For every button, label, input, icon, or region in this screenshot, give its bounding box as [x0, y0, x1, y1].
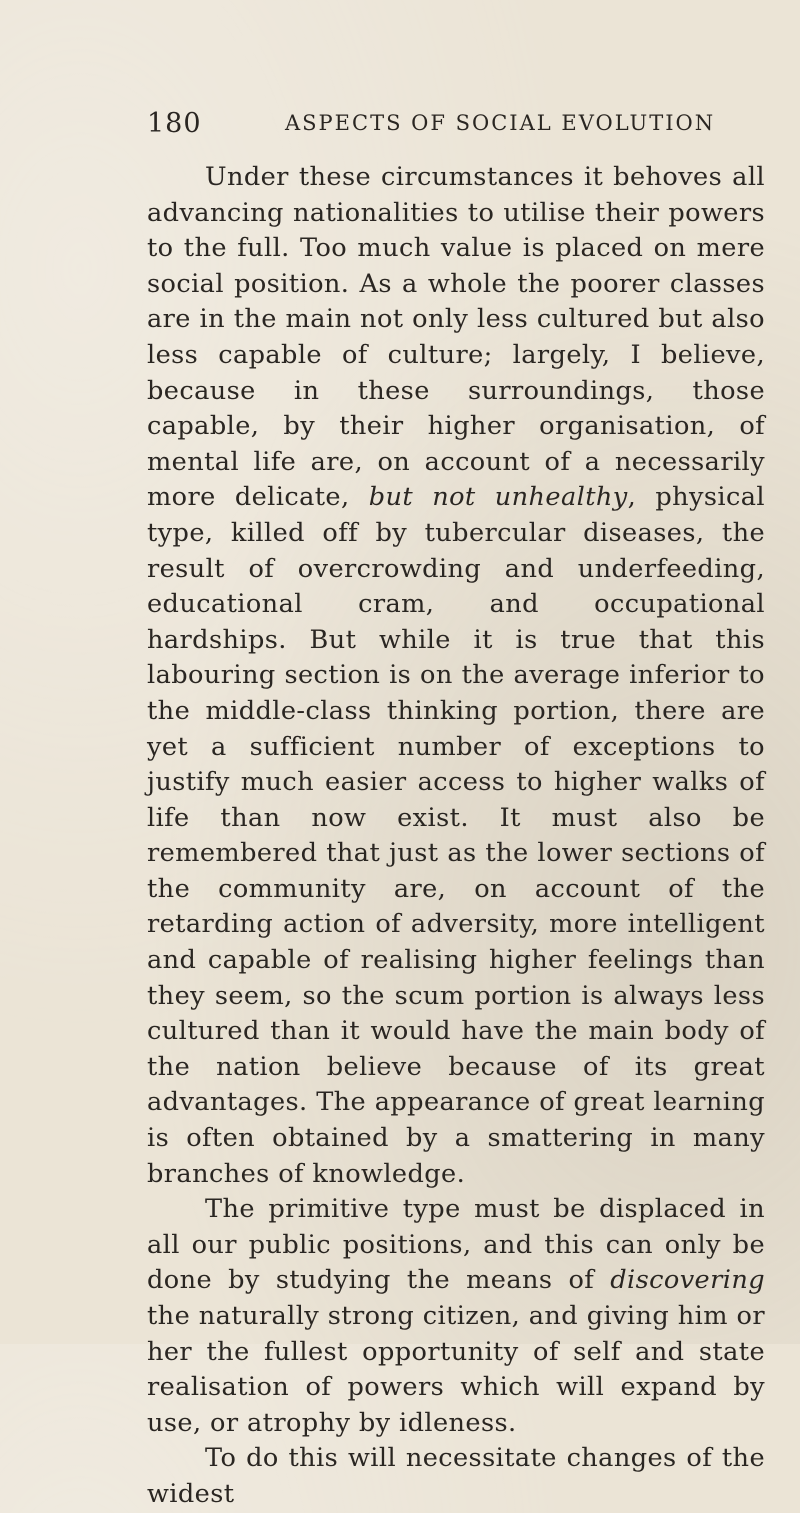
paragraph-3: [147, 1441, 765, 1512]
paragraph-1-italic-phrase: but not unhealthy: [368, 482, 628, 513]
paragraph-2-text-a: The primitive type must be displaced in all our public positions, and this can only be done by studying the means of: [147, 1194, 765, 1296]
running-head: [147, 108, 767, 148]
paragraph-2-text-b: the naturally strong citizen, and giving him or her the fullest opportunity of self and state realisation of powers which will expand by use, or atrophy by idleness.: [147, 1301, 765, 1438]
running-title: ASPECTS OF SOCIAL EVOLUTION: [285, 111, 716, 135]
paragraph-2: [147, 1192, 765, 1441]
body-text: [147, 160, 765, 1513]
page-number: 180: [147, 108, 202, 139]
paragraph-1-text-a: Under these circumstances it behoves all advancing nationalities to utilise their powers to the full. Too much value is placed on mere social position. As a whole the poorer classes are in the main not only less cultured but also less capable of culture; largely, I believe, because in these surroundings, those capable, by their higher organisation, of mental life are, on account of a necessarily more delicate,: [147, 162, 765, 513]
paragraph-1: [147, 160, 765, 1192]
paragraph-2-italic-word: discovering: [610, 1265, 765, 1296]
paragraph-3-text: To do this will necessitate changes of the widest: [147, 1443, 765, 1509]
paragraph-1-text-b: , physical type, killed off by tubercular diseases, the result of overcrowding and underfeeding, educational cram, and occupational hardships. But while it is true that this labouring section is on the average inferior to the middle-class thinking portion, there are yet a sufficient number of exceptions to justify much easier access to higher walks of life than now exist. It must also be remembered that just as the lower sections of the community are, on account of the retarding action of adversity, more intelligent and capable of realising higher feelings than they seem, so the scum portion is always less cultured than it would have the main body of the nation believe because of its great advantages. The appearance of great learning is often obtained by a smattering in many branches of knowledge.: [147, 482, 765, 1189]
